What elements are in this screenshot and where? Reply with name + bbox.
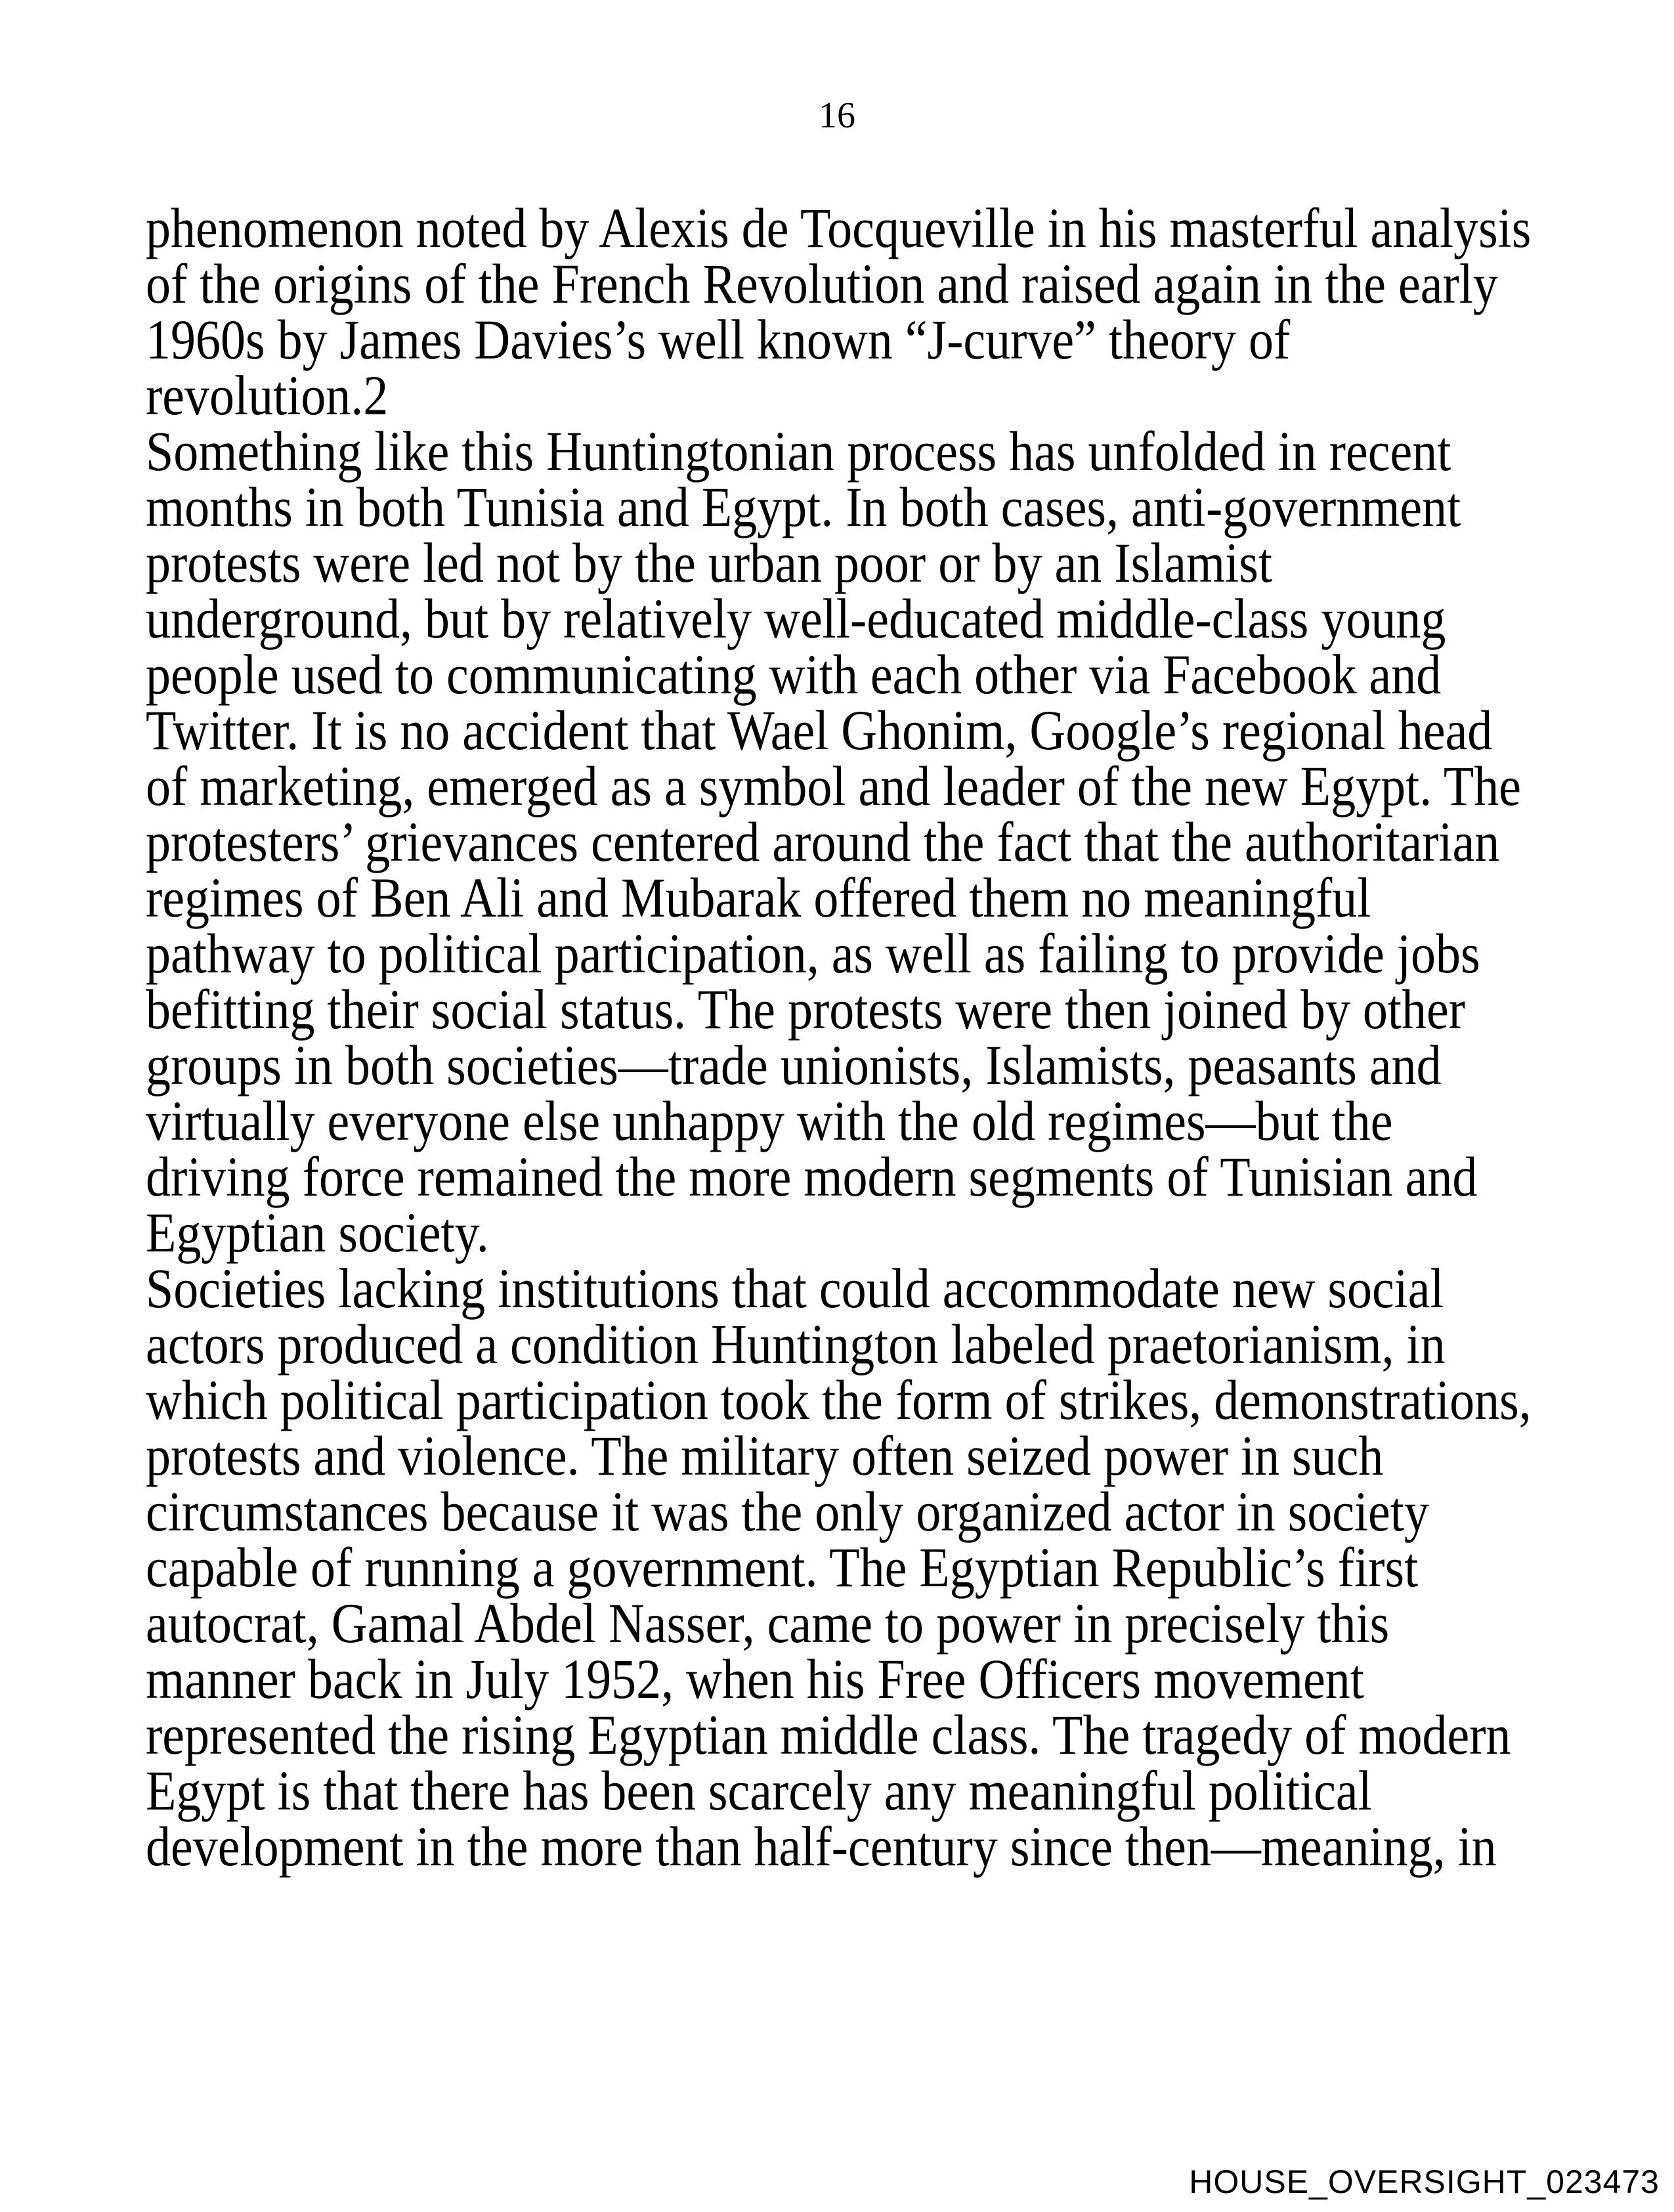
text-line: phenomenon noted by Alexis de Tocqueville in his masterful analysis [146, 197, 1532, 260]
text-line: of marketing, emerged as a symbol and leader of the new Egypt. The [146, 755, 1521, 818]
text-line: capable of running a government. The Egyptian Republic’s first [146, 1536, 1419, 1599]
text-line: protests and violence. The military often seized power in such [146, 1425, 1384, 1488]
text-line: circumstances because it was the only organized actor in society [146, 1481, 1429, 1544]
page-number: 16 [819, 95, 855, 136]
text-line: Egyptian society. [146, 1202, 489, 1265]
text-line: groups in both societies—trade unionists, Islamists, peasants and [146, 1034, 1442, 1097]
bates-stamp: HOUSE_OVERSIGHT_023473 [1189, 2163, 1660, 2200]
text-line: virtually everyone else unhappy with the old regimes—but the [146, 1090, 1393, 1153]
paragraph-tunisia-egypt-protests [146, 420, 1531, 1265]
text-line: actors produced a condition Huntington labeled praetorianism, in [146, 1313, 1446, 1376]
text-line: autocrat, Gamal Abdel Nasser, came to power in precisely this [146, 1592, 1390, 1655]
text-line: underground, but by relatively well-educated middle-class young [146, 588, 1446, 651]
document-body [146, 197, 1532, 1878]
text-line: driving force remained the more modern segments of Tunisian and [146, 1146, 1478, 1209]
text-line: 1960s by James Davies’s well known “J-curve” theory of [146, 309, 1291, 372]
text-line: protests were led not by the urban poor or by an Islamist [146, 532, 1272, 595]
paragraph-praetorianism-nasser [146, 1257, 1532, 1878]
text-line: development in the more than half-century since then—meaning, in [146, 1815, 1497, 1878]
text-line: Something like this Huntingtonian process has unfolded in recent [146, 420, 1451, 483]
text-line: Egypt is that there has been scarcely any meaningful political [146, 1760, 1372, 1823]
text-line: represented the rising Egyptian middle class. The tragedy of modern [146, 1704, 1511, 1767]
text-line: protesters’ grievances centered around the fact that the authoritarian [146, 811, 1500, 874]
text-line: people used to communicating with each other via Facebook and [146, 643, 1442, 706]
text-line: regimes of Ben Ali and Mubarak offered them no meaningful [146, 867, 1371, 930]
text-line: pathway to political participation, as well as failing to provide jobs [146, 922, 1480, 986]
text-line: months in both Tunisia and Egypt. In both cases, anti-government [146, 476, 1461, 539]
text-line: Societies lacking institutions that could accommodate new social [146, 1257, 1444, 1320]
text-line: of the origins of the French Revolution and raised again in the early [146, 253, 1498, 316]
paragraph-tocqueville-jcurve [146, 197, 1532, 427]
text-line: revolution.2 [146, 364, 389, 427]
text-line: which political participation took the form of strikes, demonstrations, [146, 1369, 1532, 1432]
text-line: befitting their social status. The protests were then joined by other [146, 978, 1465, 1041]
text-line: Twitter. It is no accident that Wael Ghonim, Google’s regional head [146, 699, 1493, 762]
text-line: manner back in July 1952, when his Free Officers movement [146, 1648, 1364, 1711]
